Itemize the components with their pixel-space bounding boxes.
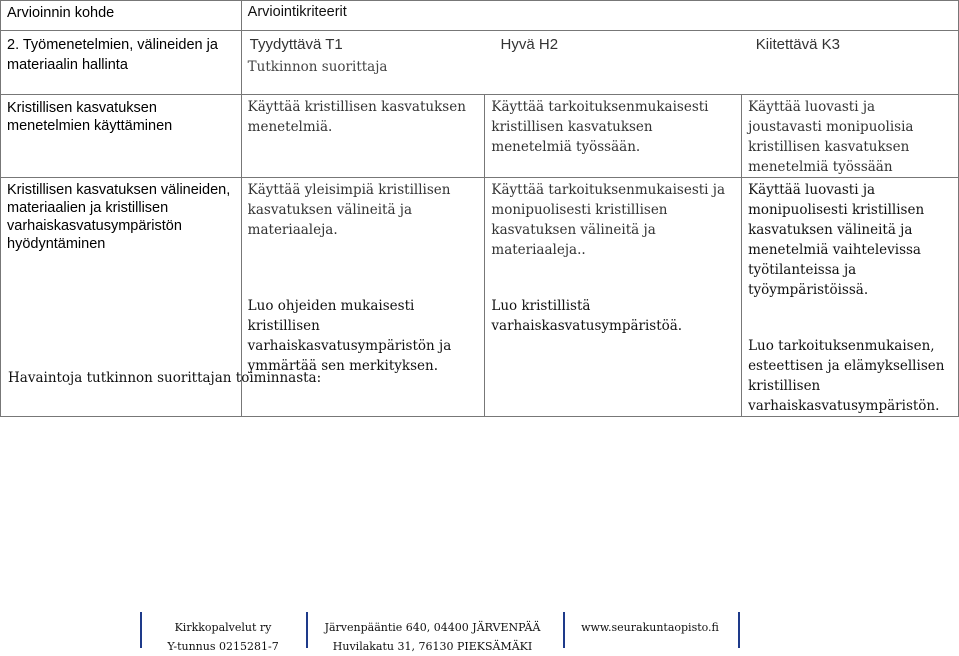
row-subject: Kristillisen kasvatuksen välineiden, materiaalien ja kristillisen varhaiskasvatusympäristön hyödyntäminen <box>7 182 231 252</box>
criteria-header: Arviointikriteerit <box>247 4 347 20</box>
row-h2-extra: Luo kristillistä varhaiskasvatusympäristöä. <box>491 298 683 334</box>
footer-divider <box>306 612 308 648</box>
row-t1: Käyttää kristillisen kasvatuksen menetelmiä. <box>247 99 466 135</box>
row-h2: Käyttää tarkoituksenmukaisesti kristillisen kasvatuksen menetelmiä työssään. <box>491 99 709 155</box>
row-t1: Käyttää yleisimpiä kristillisen kasvatuksen välineitä ja materiaaleja. <box>247 182 451 238</box>
table-row <box>1 95 959 178</box>
footer-address-1: Järvenpääntie 640, 04400 JÄRVENPÄÄ <box>324 621 541 634</box>
section-row <box>1 31 959 95</box>
h2-cell <box>485 95 742 178</box>
footer-website[interactable]: www.seurakuntaopisto.fi <box>581 621 719 634</box>
footer-org-column <box>148 618 298 656</box>
subject-header-cell <box>1 1 242 31</box>
levels-cell <box>241 31 958 95</box>
footer-web-column <box>570 618 730 637</box>
footer-divider <box>563 612 565 648</box>
row-k3: Käyttää luovasti ja monipuolisesti kristillisen kasvatuksen välineitä ja menetelmiä vaihtelevissa työtilanteissa ja työympäristöissä. <box>748 182 925 298</box>
section-title-cell <box>1 31 242 95</box>
row-subject: Kristillisen kasvatuksen menetelmien käyttäminen <box>7 100 173 134</box>
row-h2: Käyttää tarkoituksenmukaisesti ja monipuolisesti kristillisen kasvatuksen välineitä ja materiaaleja.. <box>491 182 726 258</box>
row-k3-extra: Luo tarkoituksenmukaisen, esteettisen ja elämyksellisen kristillisen varhaiskasvatusympäristön. <box>748 338 945 414</box>
table-header-row <box>1 1 959 31</box>
t1-cell <box>241 95 485 178</box>
row-t1-extra: Luo ohjeiden mukaisesti kristillisen varhaiskasvatusympäristön ja ymmärtää sen merkityksen. <box>247 298 452 374</box>
level-headings <box>248 31 952 53</box>
h2-cell <box>485 178 742 417</box>
level-h2: Hyvä H2 <box>500 36 559 53</box>
row-k3: Käyttää luovasti ja joustavasti monipuolisia kristillisen kasvatuksen menetelmiä työssään <box>748 99 914 175</box>
k3-cell <box>742 95 959 178</box>
k3-cell <box>742 178 959 417</box>
footer-divider <box>140 612 142 648</box>
footer-address-2: Huvilakatu 31, 76130 PIEKSÄMÄKI <box>332 640 533 653</box>
assessor-label: Tutkinnon suorittaja <box>247 59 388 75</box>
page-footer <box>0 612 959 651</box>
footer-divider <box>738 612 740 648</box>
footer-address-column <box>310 618 555 656</box>
subject-cell <box>1 95 242 178</box>
criteria-header-cell <box>241 1 958 31</box>
observations-label: Havaintoja tutkinnon suorittajan toiminnasta: <box>8 370 322 386</box>
level-t1: Tyydyttävä T1 <box>249 36 343 53</box>
subject-header: Arvioinnin kohde <box>7 5 115 21</box>
section-title: 2. Työmenetelmien, välineiden ja materiaalin hallinta <box>7 37 218 73</box>
footer-org-name: Kirkkopalvelut ry <box>174 621 272 634</box>
footer-business-id: Y-tunnus 0215281-7 <box>167 640 279 653</box>
level-k3: Kiitettävä K3 <box>755 36 840 53</box>
